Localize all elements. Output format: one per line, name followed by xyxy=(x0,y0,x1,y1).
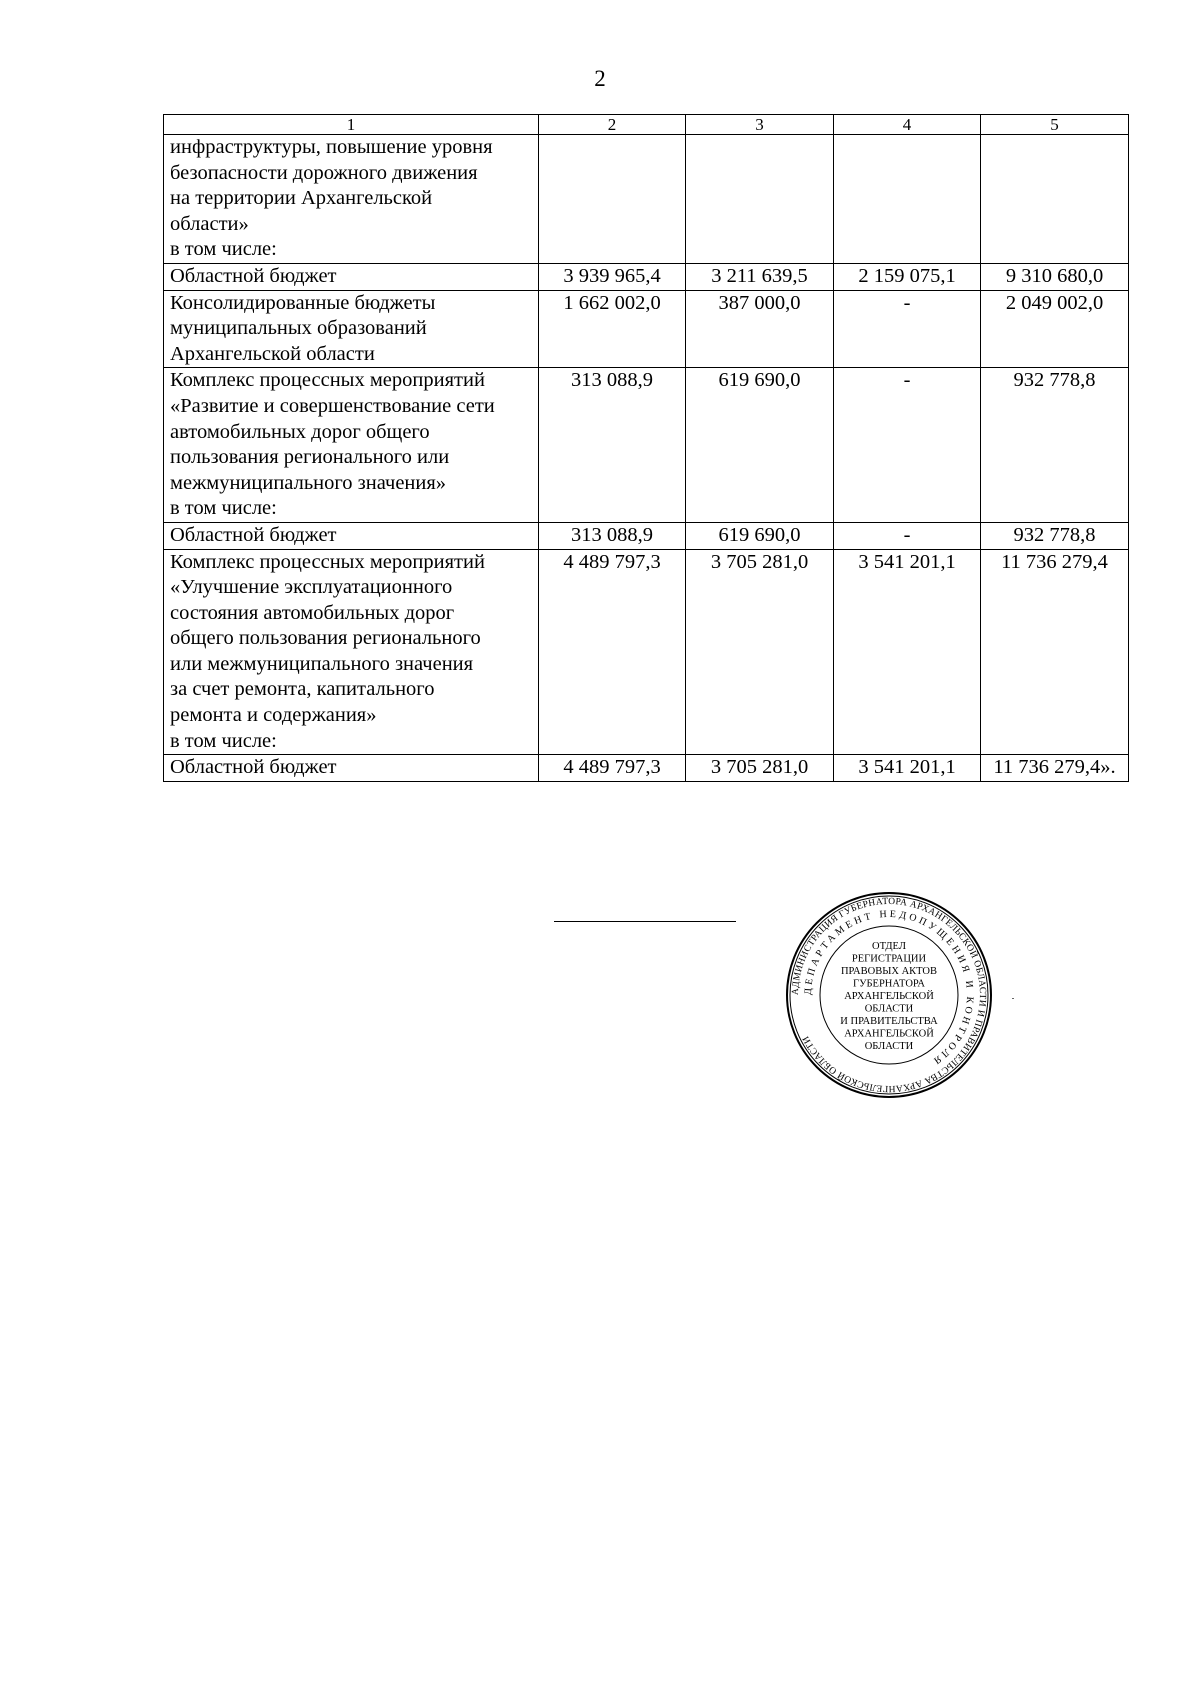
value-cell: - xyxy=(834,290,981,368)
value-cell: - xyxy=(834,522,981,549)
value-cell: - xyxy=(834,368,981,523)
column-header: 2 xyxy=(539,115,686,135)
value-cell: 3 939 965,4 xyxy=(539,263,686,290)
column-header: 4 xyxy=(834,115,981,135)
stamp-center-line: ОБЛАСТИ xyxy=(864,1003,914,1015)
table-row xyxy=(164,755,1129,782)
value-cell: 11 736 279,4 xyxy=(981,549,1129,755)
table-header-row xyxy=(164,115,1129,135)
value-cell: 3 541 201,1 xyxy=(834,755,981,782)
stamp-center-line: АРХАНГЕЛЬСКОЙ xyxy=(844,991,934,1002)
value-cell: 3 211 639,5 xyxy=(686,263,834,290)
budget-table xyxy=(163,114,1129,782)
stamp-center-line: ПРАВОВЫХ АКТОВ xyxy=(840,966,938,977)
value-cell: 1 662 002,0 xyxy=(539,290,686,368)
official-stamp xyxy=(784,890,994,1100)
value-cell: 932 778,8 xyxy=(981,368,1129,523)
row-label: Областной бюджет xyxy=(164,522,539,549)
row-label: Комплекс процессных мероприятий «Развитие и совершенствование сети автомобильных дорог общего пользования регионального или межмуниципального значения» в том числе: xyxy=(164,368,539,523)
row-label: Областной бюджет xyxy=(164,755,539,782)
value-cell: 313 088,9 xyxy=(539,522,686,549)
table-row xyxy=(164,522,1129,549)
page-number: 2 xyxy=(594,66,606,91)
value-cell xyxy=(686,135,834,264)
signature-line xyxy=(554,921,736,922)
svg-text:ДЕПАРТАМЕНТ НЕДОПУЩЕНИЯ И КОНТ: ДЕПАРТАМЕНТ НЕДОПУЩЕНИЯ И КОНТРОЛЯ xyxy=(802,908,976,1068)
table-row xyxy=(164,368,1129,523)
column-header: 3 xyxy=(686,115,834,135)
value-cell: 3 705 281,0 xyxy=(686,755,834,782)
svg-text:АДМИНИСТРАЦИЯ ГУБЕРНАТОРА АРХА: АДМИНИСТРАЦИЯ ГУБЕРНАТОРА АРХАНГЕЛЬСКОЙ ОБЛАСТИ И ПРАВИТЕЛЬСТВА АРХАНГЕЛЬСКОЙ ОБЛАСТИ xyxy=(790,896,988,1094)
table-row xyxy=(164,549,1129,755)
table-row xyxy=(164,290,1129,368)
value-cell: 313 088,9 xyxy=(539,368,686,523)
value-cell: 3 541 201,1 xyxy=(834,549,981,755)
value-cell: 11 736 279,4». xyxy=(981,755,1129,782)
row-label: Консолидированные бюджеты муниципальных образований Архангельской области xyxy=(164,290,539,368)
column-header: 5 xyxy=(981,115,1129,135)
value-cell xyxy=(834,135,981,264)
value-cell: 387 000,0 xyxy=(686,290,834,368)
scan-speck xyxy=(1012,998,1014,999)
value-cell: 619 690,0 xyxy=(686,522,834,549)
value-cell: 4 489 797,3 xyxy=(539,549,686,755)
value-cell: 619 690,0 xyxy=(686,368,834,523)
stamp-center-line: ОБЛАСТИ xyxy=(864,1041,914,1052)
value-cell: 3 705 281,0 xyxy=(686,549,834,755)
stamp-center-line: ОТДЕЛ xyxy=(872,941,906,952)
value-cell: 4 489 797,3 xyxy=(539,755,686,782)
value-cell xyxy=(981,135,1129,264)
table-row xyxy=(164,263,1129,290)
stamp-center-line: АРХАНГЕЛЬСКОЙ xyxy=(844,1028,934,1040)
value-cell: 9 310 680,0 xyxy=(981,263,1129,290)
stamp-center-line: РЕГИСТРАЦИИ xyxy=(851,953,927,965)
table-row xyxy=(164,135,1129,264)
value-cell: 2 159 075,1 xyxy=(834,263,981,290)
value-cell: 932 778,8 xyxy=(981,522,1129,549)
column-header: 1 xyxy=(164,115,539,135)
value-cell xyxy=(539,135,686,264)
row-label: Комплекс процессных мероприятий «Улучшение эксплуатационного состояния автомобильных дорог общего пользования регионального или межмуниципального значения за счет ремонта, капитального ремонта и содержания» в том числе: xyxy=(164,549,539,755)
value-cell: 2 049 002,0 xyxy=(981,290,1129,368)
stamp-center-line: ГУБЕРНАТОРА xyxy=(853,978,925,990)
row-label: Областной бюджет xyxy=(164,263,539,290)
stamp-seal-icon xyxy=(784,890,994,1100)
row-label: инфраструктуры, повышение уровня безопасности дорожного движения на территории Архангельской области» в том числе: xyxy=(164,135,539,264)
stamp-center-line: И ПРАВИТЕЛЬСТВА xyxy=(840,1016,938,1027)
